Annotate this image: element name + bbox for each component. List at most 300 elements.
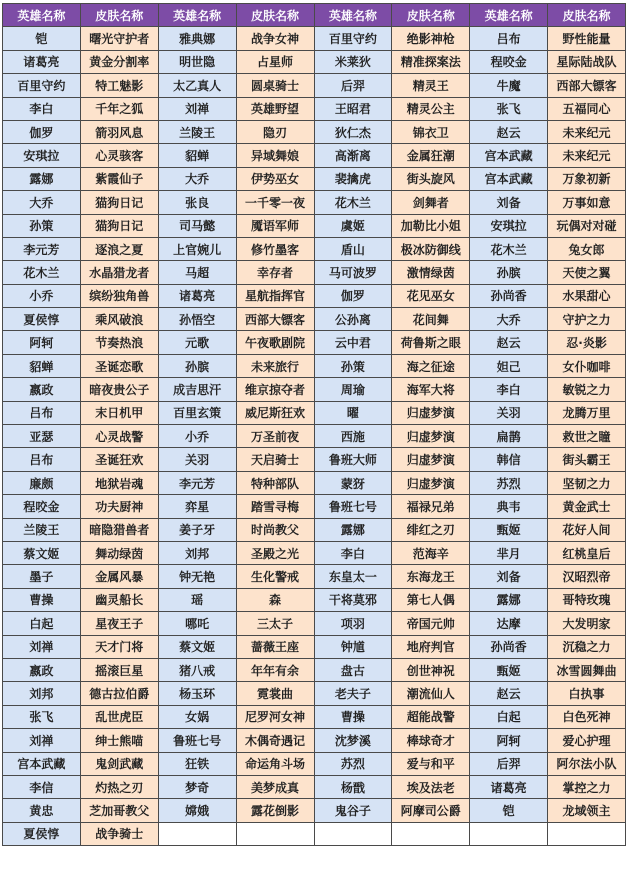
skin-name-cell: 掌控之力: [548, 775, 626, 798]
skin-name-cell: 西部大镖客: [236, 308, 314, 331]
hero-name-cell: 刘邦: [3, 682, 81, 705]
hero-name-cell: 杨玉环: [158, 682, 236, 705]
table-row: [3, 214, 626, 237]
hero-name-cell: 吕布: [3, 401, 81, 424]
table-row: [3, 588, 626, 611]
hero-name-cell: 墨子: [3, 565, 81, 588]
skin-name-cell: 万圣前夜: [236, 425, 314, 448]
skin-name-cell: 踏雪寻梅: [236, 495, 314, 518]
hero-name-cell: 干将莫邪: [314, 588, 392, 611]
table-row: [3, 27, 626, 50]
table-row: [3, 284, 626, 307]
skin-name-cell: 五福同心: [548, 97, 626, 120]
hero-name-cell: 蔡文姬: [3, 541, 81, 564]
hero-name-cell: 诸葛亮: [470, 775, 548, 798]
skin-name-cell: 精灵王: [392, 74, 470, 97]
hero-name-cell: 司马懿: [158, 214, 236, 237]
skin-name-cell: 阿尔法小队: [548, 752, 626, 775]
skin-name-cell: 海军大将: [392, 378, 470, 401]
skin-name-cell: 地狱岩魂: [80, 471, 158, 494]
table-row: [3, 167, 626, 190]
hero-name-cell: 李元芳: [3, 237, 81, 260]
skin-name-cell: 心灵骇客: [80, 144, 158, 167]
skin-name-cell: 野性能量: [548, 27, 626, 50]
skin-name-cell: 时尚教父: [236, 518, 314, 541]
hero-name-cell: 张飞: [3, 705, 81, 728]
skin-name-cell: 归虚梦演: [392, 425, 470, 448]
table-row: [3, 448, 626, 471]
skin-name-cell: 午夜歌剧院: [236, 331, 314, 354]
skin-name-cell: 英雄野望: [236, 97, 314, 120]
skin-name-cell: 生化警戒: [236, 565, 314, 588]
hero-name-cell: 貂蝉: [3, 354, 81, 377]
skin-name-cell: 绅士熊喵: [80, 729, 158, 752]
header-hero-name: 英雄名称: [314, 4, 392, 27]
skin-name-cell: 街头旋风: [392, 167, 470, 190]
skin-name-cell: 异域舞娘: [236, 144, 314, 167]
header-skin-name: 皮肤名称: [392, 4, 470, 27]
skin-name-cell: 天才门将: [80, 635, 158, 658]
hero-name-cell: 宫本武藏: [3, 752, 81, 775]
hero-name-cell: 曜: [314, 401, 392, 424]
hero-name-cell: 牛魔: [470, 74, 548, 97]
skin-name-cell: 伊势巫女: [236, 167, 314, 190]
skin-name-cell: 金属狂潮: [392, 144, 470, 167]
skin-name-cell: 归虚梦演: [392, 448, 470, 471]
table-row: [3, 471, 626, 494]
table-row: [3, 565, 626, 588]
hero-name-cell: 高渐离: [314, 144, 392, 167]
hero-name-cell: 上官婉儿: [158, 237, 236, 260]
hero-name-cell: 铠: [470, 799, 548, 822]
hero-name-cell: 老夫子: [314, 682, 392, 705]
hero-name-cell: 花木兰: [3, 261, 81, 284]
skin-name-cell: [392, 822, 470, 845]
hero-name-cell: 孙策: [3, 214, 81, 237]
skin-name-cell: 曙光守护者: [80, 27, 158, 50]
skin-name-cell: 猫狗日记: [80, 191, 158, 214]
skin-name-cell: 极冰防御线: [392, 237, 470, 260]
hero-name-cell: 大乔: [158, 167, 236, 190]
hero-name-cell: 蔡文姬: [158, 635, 236, 658]
hero-name-cell: 刘邦: [158, 541, 236, 564]
table-row: [3, 752, 626, 775]
skin-name-cell: 花好人间: [548, 518, 626, 541]
hero-name-cell: 小乔: [158, 425, 236, 448]
hero-name-cell: 李白: [314, 541, 392, 564]
hero-name-cell: 弈星: [158, 495, 236, 518]
skin-name-cell: 乘风破浪: [80, 308, 158, 331]
hero-name-cell: 姜子牙: [158, 518, 236, 541]
skin-name-cell: 黄金武士: [548, 495, 626, 518]
skin-name-cell: 金属风暴: [80, 565, 158, 588]
hero-name-cell: 夏侯惇: [3, 822, 81, 845]
table-row: [3, 120, 626, 143]
hero-name-cell: 吕布: [470, 27, 548, 50]
hero-name-cell: 诸葛亮: [3, 50, 81, 73]
hero-name-cell: 白起: [470, 705, 548, 728]
hero-name-cell: 兰陵王: [3, 518, 81, 541]
table-row: [3, 822, 626, 845]
table-row: [3, 144, 626, 167]
hero-name-cell: 蒙犽: [314, 471, 392, 494]
skin-name-cell: 圣诞狂欢: [80, 448, 158, 471]
hero-name-cell: 嫦娥: [158, 799, 236, 822]
hero-name-cell: 哪吒: [158, 612, 236, 635]
skin-name-cell: 龙域领主: [548, 799, 626, 822]
skin-name-cell: 忍·炎影: [548, 331, 626, 354]
skin-name-cell: 摇滚巨星: [80, 658, 158, 681]
hero-name-cell: 女娲: [158, 705, 236, 728]
skin-name-cell: 白执事: [548, 682, 626, 705]
hero-name-cell: 露娜: [314, 518, 392, 541]
skin-name-cell: 激情绿茵: [392, 261, 470, 284]
hero-name-cell: 嬴政: [3, 378, 81, 401]
skin-name-cell: 沉稳之力: [548, 635, 626, 658]
hero-name-cell: 后羿: [314, 74, 392, 97]
hero-name-cell: 韩信: [470, 448, 548, 471]
hero-name-cell: 亚瑟: [3, 425, 81, 448]
skin-name-cell: 心灵战警: [80, 425, 158, 448]
hero-name-cell: 米莱狄: [314, 50, 392, 73]
hero-name-cell: 妲己: [470, 354, 548, 377]
skin-name-cell: 幸存者: [236, 261, 314, 284]
table-row: [3, 705, 626, 728]
hero-name-cell: 芈月: [470, 541, 548, 564]
skin-name-cell: 星航指挥官: [236, 284, 314, 307]
header-skin-name: 皮肤名称: [236, 4, 314, 27]
hero-name-cell: 太乙真人: [158, 74, 236, 97]
table-row: [3, 378, 626, 401]
hero-name-cell: 甄姬: [470, 518, 548, 541]
table-row: [3, 799, 626, 822]
hero-name-cell: 关羽: [470, 401, 548, 424]
hero-name-cell: 扁鹊: [470, 425, 548, 448]
table-row: [3, 354, 626, 377]
skin-name-cell: 白色死神: [548, 705, 626, 728]
hero-name-cell: 瑶: [158, 588, 236, 611]
hero-name-cell: 项羽: [314, 612, 392, 635]
hero-name-cell: 达摩: [470, 612, 548, 635]
hero-name-cell: 沈梦溪: [314, 729, 392, 752]
header-hero-name: 英雄名称: [3, 4, 81, 27]
table-row: [3, 635, 626, 658]
skin-name-cell: 末日机甲: [80, 401, 158, 424]
skin-name-cell: 灼热之刃: [80, 775, 158, 798]
hero-name-cell: 鬼谷子: [314, 799, 392, 822]
skin-name-cell: 敏锐之力: [548, 378, 626, 401]
hero-name-cell: 李白: [470, 378, 548, 401]
table-row: [3, 775, 626, 798]
hero-name-cell: 东皇太一: [314, 565, 392, 588]
hero-name-cell: 曹操: [314, 705, 392, 728]
skin-name-cell: 木偶奇遇记: [236, 729, 314, 752]
hero-name-cell: 程咬金: [3, 495, 81, 518]
table-row: [3, 97, 626, 120]
skin-name-cell: 未来纪元: [548, 120, 626, 143]
skin-name-cell: 尼罗河女神: [236, 705, 314, 728]
skin-name-cell: 创世神祝: [392, 658, 470, 681]
skin-name-cell: 黄金分割率: [80, 50, 158, 73]
skin-name-cell: 花间舞: [392, 308, 470, 331]
skin-name-cell: 魇语军师: [236, 214, 314, 237]
skin-name-cell: 地府判官: [392, 635, 470, 658]
skin-name-cell: 紫霞仙子: [80, 167, 158, 190]
hero-name-cell: 宫本武藏: [470, 144, 548, 167]
hero-name-cell: 刘备: [470, 191, 548, 214]
skin-name-cell: 花见巫女: [392, 284, 470, 307]
hero-name-cell: 大乔: [470, 308, 548, 331]
skin-name-cell: 阿摩司公爵: [392, 799, 470, 822]
hero-name-cell: 花木兰: [314, 191, 392, 214]
skin-name-cell: 龙腾万里: [548, 401, 626, 424]
hero-name-cell: 梦奇: [158, 775, 236, 798]
hero-name-cell: 刘禅: [3, 635, 81, 658]
skin-name-cell: 汉昭烈帝: [548, 565, 626, 588]
skin-name-cell: 西部大镖客: [548, 74, 626, 97]
hero-name-cell: 铠: [3, 27, 81, 50]
hero-name-cell: 苏烈: [314, 752, 392, 775]
skin-name-cell: 圆桌骑士: [236, 74, 314, 97]
skin-name-cell: 哥特玫瑰: [548, 588, 626, 611]
hero-name-cell: 诸葛亮: [158, 284, 236, 307]
skin-name-cell: 鬼剑武藏: [80, 752, 158, 775]
hero-name-cell: 孙悟空: [158, 308, 236, 331]
table-row: [3, 237, 626, 260]
hero-name-cell: 赵云: [470, 120, 548, 143]
skin-name-cell: 特工魅影: [80, 74, 158, 97]
skin-name-cell: 逐浪之夏: [80, 237, 158, 260]
skin-name-cell: 锦衣卫: [392, 120, 470, 143]
table-row: [3, 261, 626, 284]
hero-name-cell: 曹操: [3, 588, 81, 611]
hero-name-cell: 钟无艳: [158, 565, 236, 588]
skin-name-cell: 德古拉伯爵: [80, 682, 158, 705]
hero-name-cell: 孙膑: [470, 261, 548, 284]
skin-name-cell: 未来旅行: [236, 354, 314, 377]
hero-name-cell: 露娜: [3, 167, 81, 190]
skin-name-cell: 绝影神枪: [392, 27, 470, 50]
hero-name-cell: 西施: [314, 425, 392, 448]
skin-name-cell: 占星师: [236, 50, 314, 73]
skin-name-cell: 水果甜心: [548, 284, 626, 307]
hero-name-cell: 马可波罗: [314, 261, 392, 284]
skin-name-cell: 美梦成真: [236, 775, 314, 798]
hero-name-cell: 后羿: [470, 752, 548, 775]
hero-name-cell: 张飞: [470, 97, 548, 120]
skin-name-cell: 年年有余: [236, 658, 314, 681]
skin-name-cell: 修竹墨客: [236, 237, 314, 260]
skin-name-cell: 万事如意: [548, 191, 626, 214]
skin-name-cell: 爱与和平: [392, 752, 470, 775]
header-hero-name: 英雄名称: [470, 4, 548, 27]
skin-name-cell: 暗隐猎兽者: [80, 518, 158, 541]
skin-name-cell: 剑舞者: [392, 191, 470, 214]
hero-name-cell: 廉颇: [3, 471, 81, 494]
hero-name-cell: 杨戬: [314, 775, 392, 798]
hero-name-cell: 明世隐: [158, 50, 236, 73]
skin-name-cell: 东海龙王: [392, 565, 470, 588]
skin-name-cell: 功夫厨神: [80, 495, 158, 518]
hero-name-cell: [158, 822, 236, 845]
hero-name-cell: 黄忠: [3, 799, 81, 822]
hero-name-cell: 裴擒虎: [314, 167, 392, 190]
table-header-row: [3, 4, 626, 27]
skin-name-cell: 棒球奇才: [392, 729, 470, 752]
skin-name-cell: 归虚梦演: [392, 471, 470, 494]
hero-name-cell: 吕布: [3, 448, 81, 471]
skin-name-cell: 街头霸王: [548, 448, 626, 471]
hero-name-cell: 王昭君: [314, 97, 392, 120]
hero-name-cell: 大乔: [3, 191, 81, 214]
skin-name-cell: 天使之翼: [548, 261, 626, 284]
hero-name-cell: 安琪拉: [3, 144, 81, 167]
skin-name-cell: 缤纷独角兽: [80, 284, 158, 307]
skin-name-cell: 精准探案法: [392, 50, 470, 73]
skin-name-cell: 战争女神: [236, 27, 314, 50]
skin-name-cell: 舞动绿茵: [80, 541, 158, 564]
skin-name-cell: 守护之力: [548, 308, 626, 331]
table-row: [3, 658, 626, 681]
hero-name-cell: [470, 822, 548, 845]
skin-name-cell: 一千零一夜: [236, 191, 314, 214]
skin-name-cell: 隐刃: [236, 120, 314, 143]
skin-name-cell: 星际陆战队: [548, 50, 626, 73]
skin-name-cell: 玩偶对对碰: [548, 214, 626, 237]
hero-name-cell: 赵云: [470, 331, 548, 354]
hero-name-cell: 花木兰: [470, 237, 548, 260]
skin-name-cell: 天启骑士: [236, 448, 314, 471]
hero-name-cell: 程咬金: [470, 50, 548, 73]
hero-name-cell: 雅典娜: [158, 27, 236, 50]
skin-name-cell: 爱心护理: [548, 729, 626, 752]
skin-name-cell: [548, 822, 626, 845]
skin-name-cell: 露花倒影: [236, 799, 314, 822]
skin-name-cell: 水晶猎龙者: [80, 261, 158, 284]
hero-name-cell: 百里玄策: [158, 401, 236, 424]
skin-name-cell: 归虚梦演: [392, 401, 470, 424]
hero-name-cell: 鲁班七号: [314, 495, 392, 518]
skin-name-cell: 千年之狐: [80, 97, 158, 120]
hero-name-cell: 白起: [3, 612, 81, 635]
skin-name-cell: [236, 822, 314, 845]
skin-name-cell: 加勒比小姐: [392, 214, 470, 237]
hero-name-cell: 成吉思汗: [158, 378, 236, 401]
hero-name-cell: 伽罗: [314, 284, 392, 307]
hero-name-cell: 安琪拉: [470, 214, 548, 237]
hero-name-cell: [314, 822, 392, 845]
skin-name-cell: 救世之瞳: [548, 425, 626, 448]
hero-name-cell: 阿轲: [3, 331, 81, 354]
table-row: [3, 308, 626, 331]
hero-name-cell: 伽罗: [3, 120, 81, 143]
hero-name-cell: 阿轲: [470, 729, 548, 752]
hero-name-cell: 狄仁杰: [314, 120, 392, 143]
skin-name-cell: 圣诞恋歌: [80, 354, 158, 377]
hero-name-cell: 虞姬: [314, 214, 392, 237]
skin-name-cell: 霓裳曲: [236, 682, 314, 705]
skin-name-cell: 福禄兄弟: [392, 495, 470, 518]
table-row: [3, 425, 626, 448]
skin-name-cell: 未来纪元: [548, 144, 626, 167]
skin-name-cell: 女仆咖啡: [548, 354, 626, 377]
skin-name-cell: 命运角斗场: [236, 752, 314, 775]
table-row: [3, 191, 626, 214]
hero-name-cell: 露娜: [470, 588, 548, 611]
hero-name-cell: 猪八戒: [158, 658, 236, 681]
hero-name-cell: 刘禅: [3, 729, 81, 752]
table-row: [3, 401, 626, 424]
hero-name-cell: 苏烈: [470, 471, 548, 494]
skin-table: [2, 3, 626, 846]
skin-name-cell: 海之征途: [392, 354, 470, 377]
skin-name-cell: 森: [236, 588, 314, 611]
table-row: [3, 331, 626, 354]
table-row: [3, 74, 626, 97]
header-skin-name: 皮肤名称: [548, 4, 626, 27]
skin-name-cell: 特种部队: [236, 471, 314, 494]
hero-name-cell: 鲁班大师: [314, 448, 392, 471]
hero-name-cell: 关羽: [158, 448, 236, 471]
skin-name-cell: 节奏热浪: [80, 331, 158, 354]
skin-name-cell: 范海辛: [392, 541, 470, 564]
skin-name-cell: 威尼斯狂欢: [236, 401, 314, 424]
hero-name-cell: 钟馗: [314, 635, 392, 658]
skin-name-cell: 大发明家: [548, 612, 626, 635]
hero-name-cell: 李元芳: [158, 471, 236, 494]
skin-name-cell: 圣殿之光: [236, 541, 314, 564]
skin-name-cell: 维京掠夺者: [236, 378, 314, 401]
hero-name-cell: 周瑜: [314, 378, 392, 401]
hero-name-cell: 甄姬: [470, 658, 548, 681]
hero-name-cell: 马超: [158, 261, 236, 284]
skin-name-cell: 星夜王子: [80, 612, 158, 635]
skin-name-cell: 箭羽风息: [80, 120, 158, 143]
hero-name-cell: 公孙离: [314, 308, 392, 331]
table-row: [3, 518, 626, 541]
table-body: [3, 27, 626, 846]
skin-name-cell: 兔女郎: [548, 237, 626, 260]
skin-name-cell: 坚韧之力: [548, 471, 626, 494]
skin-name-cell: 超能战警: [392, 705, 470, 728]
hero-name-cell: 兰陵王: [158, 120, 236, 143]
hero-name-cell: 张良: [158, 191, 236, 214]
table-row: [3, 612, 626, 635]
hero-name-cell: 盾山: [314, 237, 392, 260]
hero-name-cell: 狂铁: [158, 752, 236, 775]
hero-name-cell: 李白: [3, 97, 81, 120]
hero-name-cell: 百里守约: [3, 74, 81, 97]
skin-name-cell: 第七人偶: [392, 588, 470, 611]
skin-name-cell: 埃及法老: [392, 775, 470, 798]
table-row: [3, 682, 626, 705]
hero-name-cell: 孙策: [314, 354, 392, 377]
table-row: [3, 729, 626, 752]
skin-name-cell: 帝国元帅: [392, 612, 470, 635]
hero-name-cell: 刘备: [470, 565, 548, 588]
skin-name-cell: 精灵公主: [392, 97, 470, 120]
hero-name-cell: 典韦: [470, 495, 548, 518]
skin-name-cell: 暗夜贵公子: [80, 378, 158, 401]
hero-name-cell: 百里守约: [314, 27, 392, 50]
table-row: [3, 495, 626, 518]
skin-name-cell: 蔷薇王座: [236, 635, 314, 658]
hero-name-cell: 夏侯惇: [3, 308, 81, 331]
skin-name-cell: 荷鲁斯之眼: [392, 331, 470, 354]
skin-name-cell: 乱世虎臣: [80, 705, 158, 728]
hero-name-cell: 嬴政: [3, 658, 81, 681]
skin-name-cell: 潮流仙人: [392, 682, 470, 705]
